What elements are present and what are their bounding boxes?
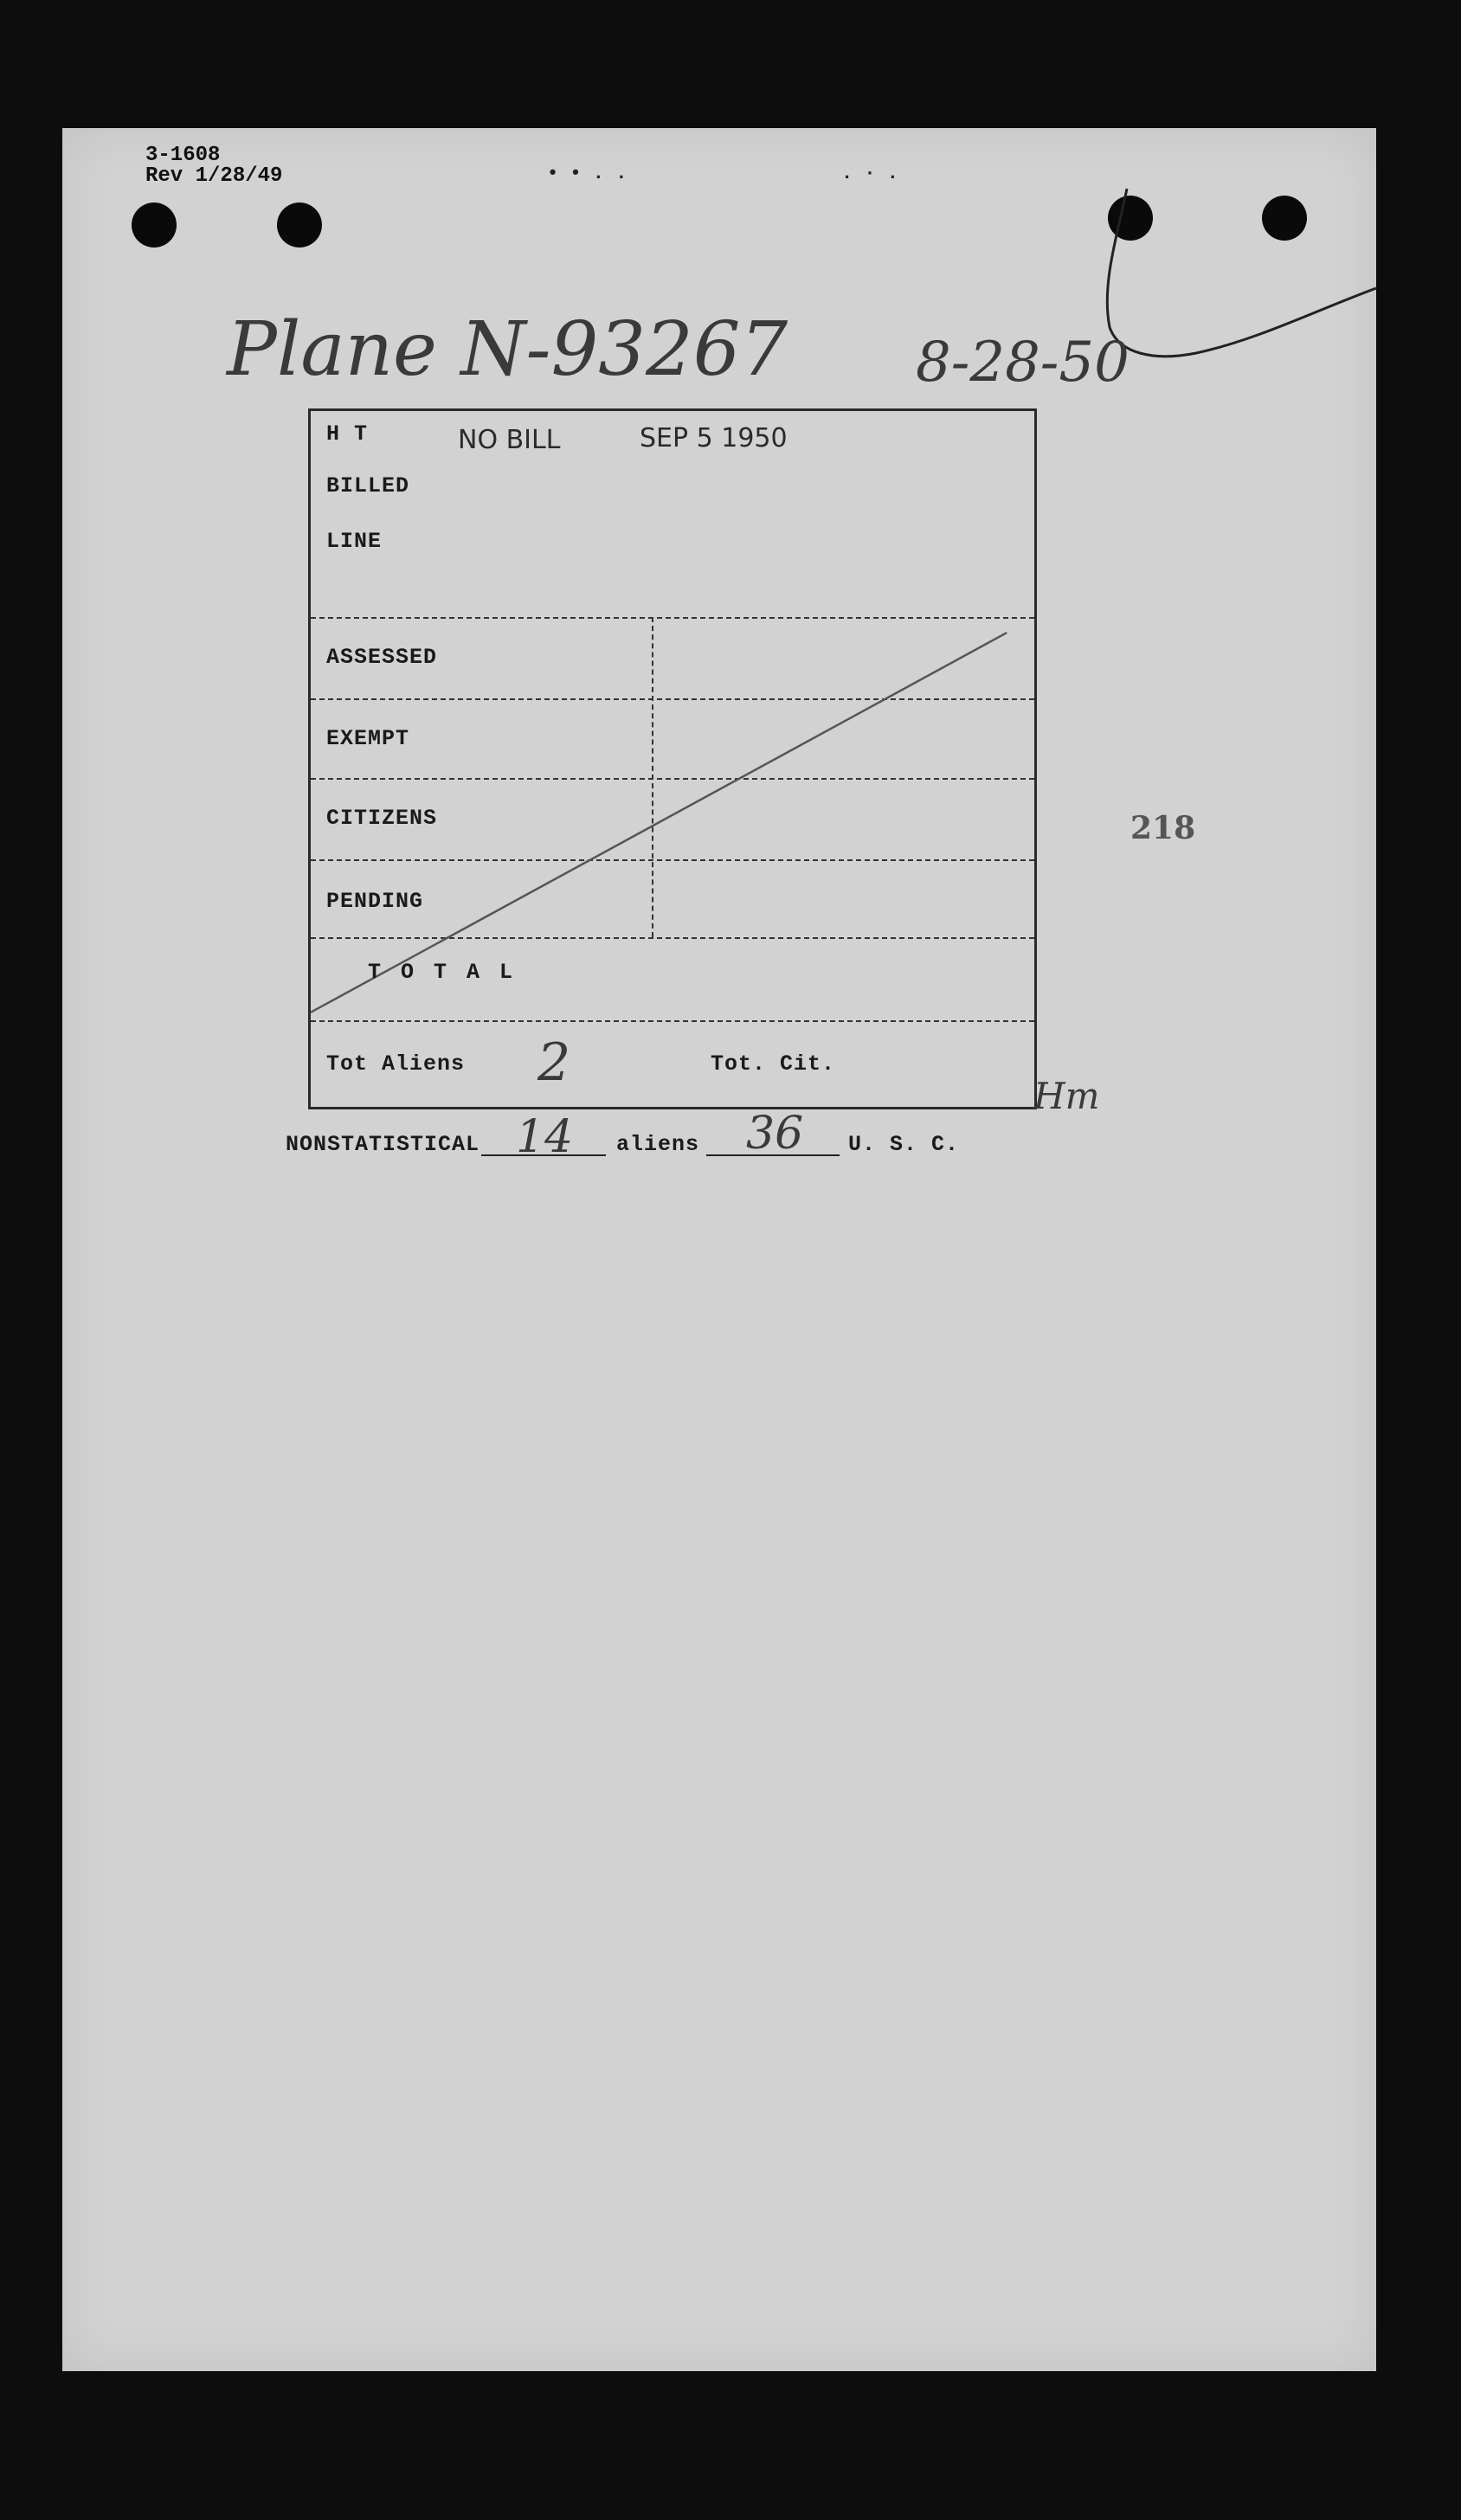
row-label-pending: PENDING (326, 889, 424, 914)
row-label-assessed: ASSESSED (326, 645, 438, 670)
nonstatistical-usc-label: U. S. C. (848, 1132, 960, 1157)
row-label-line: LINE (326, 529, 383, 554)
stamp-date: SEP 5 1950 (640, 423, 788, 453)
nonstatistical-aliens-label: aliens (616, 1132, 700, 1157)
nonstatistical-label: NONSTATISTICAL (286, 1132, 480, 1157)
row-label-billed: BILLED (326, 473, 410, 498)
row-label-citizens: CITIZENS (326, 806, 438, 831)
row-label-total: T O T A L (368, 960, 517, 985)
cancel-diagonal-line (311, 411, 1034, 1107)
tot-aliens-value: 2 (537, 1032, 571, 1093)
date-handwritten: 8-28-50 (916, 331, 1130, 395)
form-table (308, 408, 1037, 1109)
stray-marks: • • . . (547, 163, 628, 184)
form-number-text: 3-1608 (145, 144, 221, 167)
form-number (145, 145, 282, 187)
row-label-ht: H T (326, 421, 369, 447)
stray-marks: . · . (841, 163, 899, 184)
stamp-no-bill: NO BILL (458, 425, 561, 455)
form-revision-text: Rev 1/28/49 (145, 164, 283, 188)
row-label-tot-aliens: Tot Aliens (326, 1051, 466, 1077)
nonstatistical-aliens-value: 14 (516, 1111, 574, 1163)
pen-stroke (1101, 180, 1376, 457)
row-label-tot-cit: Tot. Cit. (711, 1051, 836, 1077)
punch-hole (132, 202, 177, 248)
nonstatistical-usc-value: 36 (746, 1108, 804, 1160)
plane-number-handwritten: Plane N-93267 (227, 306, 788, 393)
initials-handwritten: Hm (1033, 1075, 1100, 1117)
annotation-number: 218 (1130, 810, 1196, 846)
punch-hole (277, 202, 322, 248)
row-label-exempt: EXEMPT (326, 726, 410, 751)
